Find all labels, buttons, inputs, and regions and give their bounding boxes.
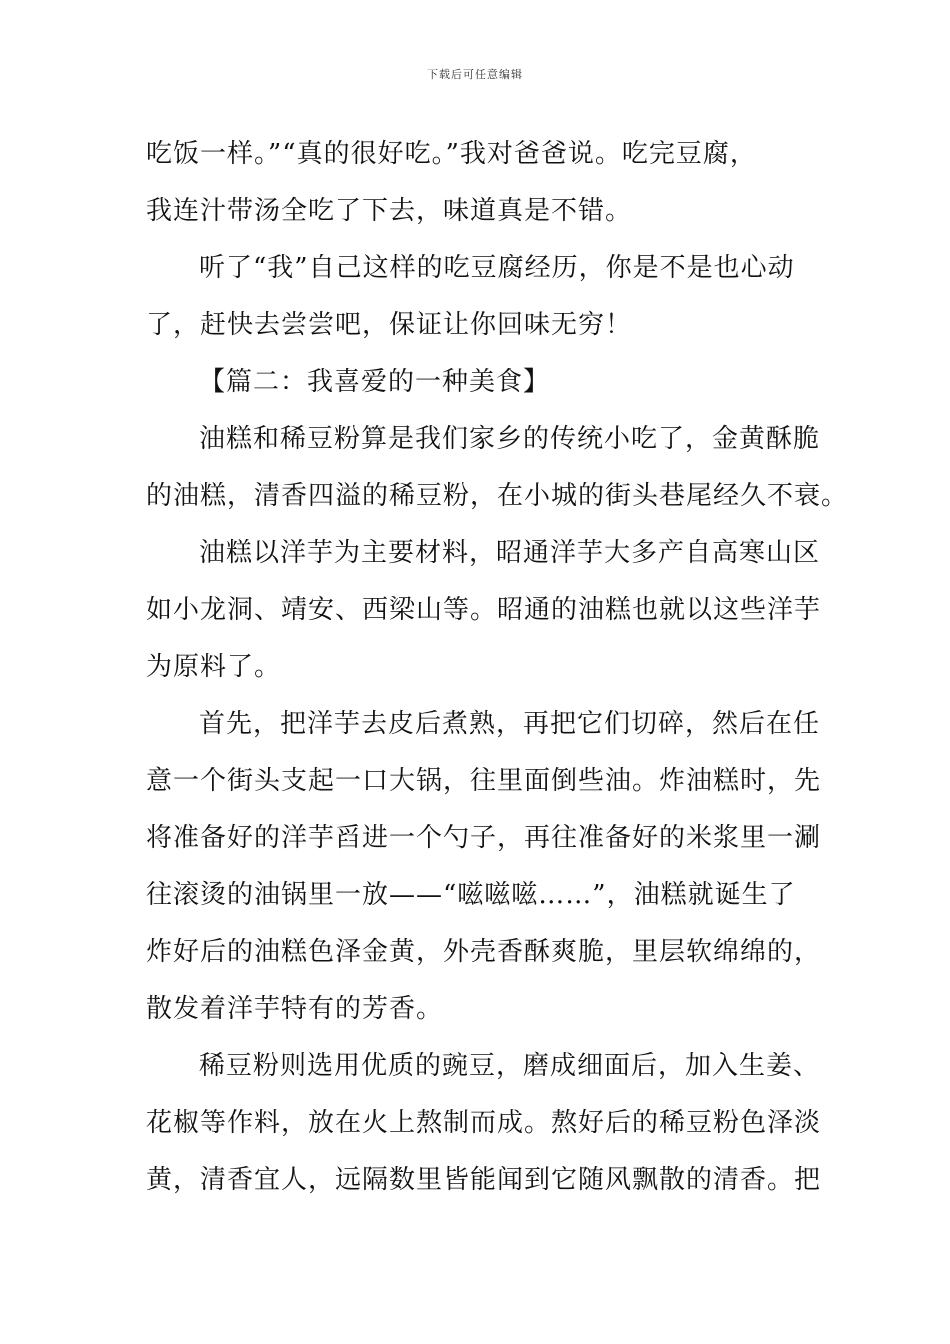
text-line: 油糕和稀豆粉算是我们家乡的传统小吃了，金黄酥脆 [199, 424, 821, 454]
section-heading: 【篇二：我喜爱的一种美食】 [199, 367, 551, 397]
text-line: 我连汁带汤全吃了下去，味道真是不错。 [146, 196, 633, 226]
text-line: 的油糕，清香四溢的稀豆粉，在小城的街头巷尾经久不衰。 [146, 481, 849, 511]
text-line: 吃饭一样。”“真的很好吃。”我对爸爸说。吃完豆腐， [146, 139, 757, 169]
text-line: 听了“我”自己这样的吃豆腐经历，你是不是也心动 [199, 253, 795, 283]
document-body [146, 126, 849, 1209]
text-line: 散发着洋芋特有的芳香。 [146, 994, 444, 1024]
text-line: 意一个街头支起一口大锅，往里面倒些油。炸油糕时，先 [146, 766, 822, 796]
text-line: 了，赶快去尝尝吧，保证让你回味无穷！ [146, 310, 633, 340]
text-line: 如小龙洞、靖安、西梁山等。昭通的油糕也就以这些洋芋 [146, 595, 822, 625]
page-header-note: 下载后可任意编辑 [427, 68, 523, 81]
text-line: 为原料了。 [146, 652, 282, 682]
text-line: 将准备好的洋芋舀进一个勺子，再往准备好的米浆里一涮 [146, 823, 822, 853]
text-line: 稀豆粉则选用优质的豌豆，磨成细面后，加入生姜、 [199, 1051, 821, 1081]
text-line: 首先，把洋芋去皮后煮熟，再把它们切碎，然后在任 [199, 709, 821, 739]
text-line: 花椒等作料，放在火上熬制而成。熬好后的稀豆粉色泽淡 [146, 1108, 822, 1138]
text-line: 炸好后的油糕色泽金黄，外壳香酥爽脆，里层软绵绵的， [146, 937, 822, 967]
text-line: 黄，清香宜人，远隔数里皆能闻到它随风飘散的清香。把 [146, 1165, 822, 1195]
text-line: 往滚烫的油锅里一放——“嗞嗞嗞……”，油糕就诞生了 [146, 880, 796, 910]
text-line: 油糕以洋芋为主要材料，昭通洋芋大多产自高寒山区 [199, 538, 821, 568]
